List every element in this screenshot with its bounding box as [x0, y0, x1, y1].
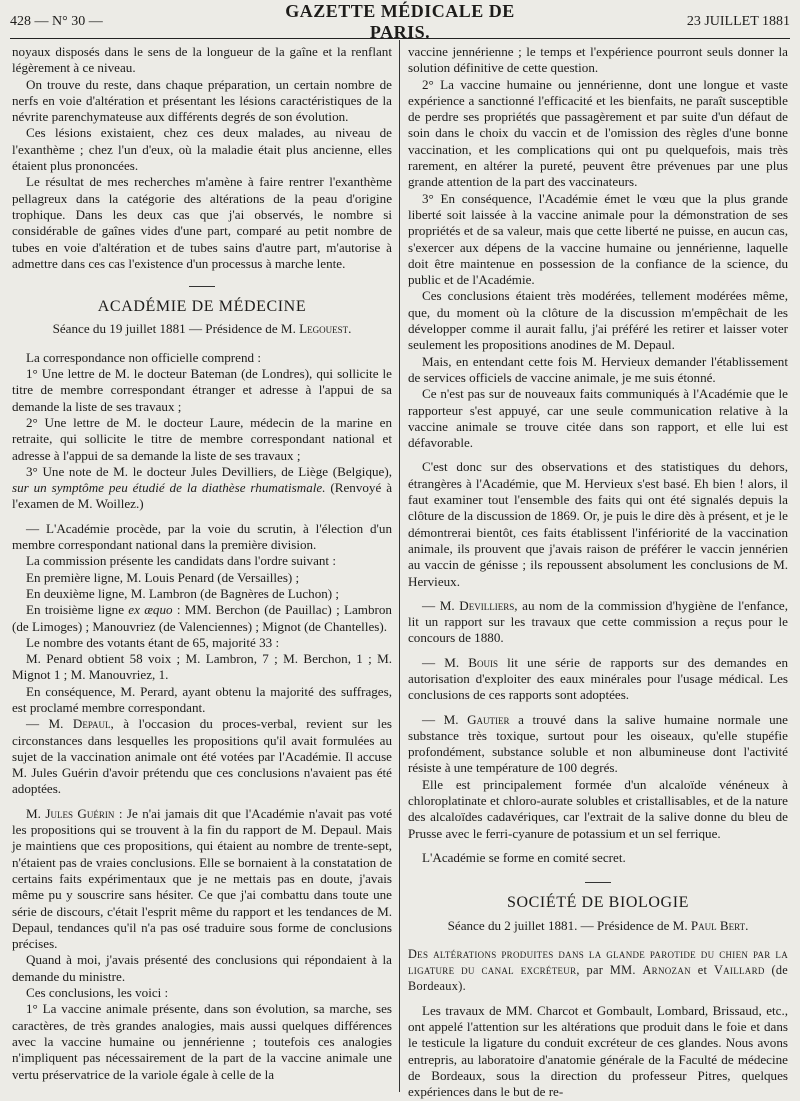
article-title: Des altérations produites dans la glande parotide du chien par la ligature du canal excréteur, par MM. Arnozan et Vaillard (de Bordeaux). — [408, 946, 789, 994]
paragraph: 3° En conséquence, l'Académie émet le vœu que la plus grande liberté soit laissée à la vaccine animale pour la démonstration de ses propriétés et de sa valeur, mais que cette liberté ne puisse, en aucun cas, s'exercer aux dépens de la vaccine humaine ou jennérienne, laquelle doit être maintenue en possession de la confiance de la science, du public et de l'Académie. — [408, 190, 788, 288]
paragraph: Elle est principalement formée d'un alcaloïde vénéneux à chloroplatinate et chloro-aurate solubles et cristallisables, et de la nature des alcaloïdes cadavériques, car l'extrait de la salive donne du bleu de Prusse avec le ferri-cyanure de potassium et un sel ferrique. — [408, 776, 788, 841]
section-title-biologie: SOCIÉTÉ DE BIOLOGIE — [506, 894, 690, 912]
journal-title: GAZETTE MÉDICALE DE PARIS. — [285, 1, 515, 42]
spacer — [408, 590, 788, 598]
paragraph: vaccine jennérienne ; le temps et l'expérience pourront seuls donner la solution définitive de cette question. — [408, 44, 788, 76]
paragraph: 2° La vaccine humaine ou jennérienne, dont une longue et vaste expérience a sanctionné l'efficacité et les bienfaits, ne paraît susceptible de perdre ses propriétés que passagèrement et par suite d'un défaut de soin dans le choix du vaccin et de l'omission des règles d'une bonne vaccination, et les complications qui ont pu quelquefois, mais très rarement, en altérer la pureté, peuvent être prévenues par une plus grande attention de la part des vaccinateurs. — [408, 76, 788, 190]
paragraph: En conséquence, M. Perard, ayant obtenu la majorité des suffrages, est proclamé membre correspondant. — [12, 683, 392, 715]
paragraph: L'Académie se forme en comité secret. — [422, 849, 626, 865]
spacer — [408, 938, 788, 946]
paragraph: Quand à moi, j'avais présenté des conclusions qui répondaient à la demande du ministre. — [12, 952, 392, 984]
paragraph: Ces conclusions, les voici : — [26, 985, 169, 1001]
paragraph: La correspondance non officielle comprend : — [26, 349, 261, 365]
section-rule — [189, 286, 215, 287]
spacer — [408, 995, 788, 1003]
seance-line: Séance du 19 juillet 1881 — Présidence de M. Legouest. — [52, 321, 352, 337]
page-number: 428 — N° 30 — — [10, 14, 103, 29]
paragraph: Ces conclusions étaient très modérées, tellement modérées même, que, du moment où la clôture de la discussion m'empêchait de les développer comme il aurait fallu, j'ai préféré les retirer et laisser voter seulement les propositions anodines de M. Depaul. — [408, 288, 788, 353]
paragraph: — M. Devilliers, au nom de la commission d'hygiène de l'enfance, lit un rapport sur les travaux que cette commission a reçus pour le concours de 1880. — [408, 597, 788, 646]
right-column — [408, 44, 789, 1100]
paragraph: En deuxième ligne, M. Lambron (de Bagnères de Luchon) ; — [26, 585, 340, 601]
paragraph: Ces lésions existaient, chez ces deux malades, au niveau de l'exanthème ; chez l'un d'eux, où la maladie était plus ancienne, elles étaient plus prononcées. — [12, 125, 392, 174]
paragraph: On trouve du reste, dans chaque préparation, un certain nombre de nerfs en voie d'altération et présentant les lésions caractéristiques de la névrite parenchymateuse aux différents degrés de son évolution. — [12, 76, 392, 125]
paragraph: En troisième ligne ex æquo : MM. Berchon (de Pauillac) ; Lambron (de Limoges) ; Manouvriez (de Valenciennes) ; Mignot (de Chantelles). — [12, 602, 392, 634]
paragraph: 1° La vaccine animale présente, dans son évolution, sa marche, ses caractères, de très grandes analogies, mais aussi quelques différences avec la vaccine humaine ou jennérienne ; toutefois ces analogies n'impliquent pas nécessairement de la part de la vaccine animale une vertu préservatrice de la variole égale à celle de la — [12, 1001, 392, 1082]
issue-date: 23 JUILLET 1881 — [686, 14, 790, 29]
paragraph: — M. Gautier a trouvé dans la salive humaine normale une substance très toxique, surtout pour les oiseaux, qu'elle stupéfie profondément, substance soluble et non albumineuse dont l'activité résiste à une température de 100 degrés. — [408, 711, 788, 776]
paragraph: M. Jules Guérin : Je n'ai jamais dit que l'Académie n'avait pas voté les propositions qui se trouvent à la fin du rapport de M. Depaul. Mais je maintiens que ces propositions, qui étaient au nombre de trente-sept, n'étaient pas de vraies conclusions. Elle se bornaient à la constatation de certains faits expérimentaux que je ne mettais pas en doute, j'avais même pu y souscrire sans hésiter. Ce que j'ai combattu dans toute une série de discours, c'était l'esprit même du rapport et les tendances de M. Depaul, tendances qu'il n'a pas osé traduire sous forme de conclusions précises. — [12, 805, 393, 952]
paragraph: Le nombre des votants étant de 65, majorité 33 : — [26, 634, 280, 650]
paragraph: La commission présente les candidats dans l'ordre suivant : — [26, 553, 336, 569]
spacer — [12, 342, 392, 350]
paragraph: C'est donc sur des observations et des statistiques du dehors, étrangères à l'Académie, que M. Hervieux s'est basé. Eh bien ! alors, il faut examiner tout l'ensemble des faits qui ont été signalés depuis la clôture de la discussion de 1869. Or, je puis le dire dès à présent, et je le démontrerai bientôt, ces faits établissent l'infériorité de la vaccination animale, ils prouvent que j'avais raison de préférer le vaccin jennérien au vaccin de génisse ; ils repoussent absolument les conclusions de M. Hervieux. — [408, 459, 788, 589]
spacer — [408, 451, 788, 459]
left-column — [12, 44, 392, 1090]
section-title-academie: ACADÉMIE DE MÉDECINE — [97, 298, 307, 316]
column-divider — [399, 40, 400, 1092]
spacer — [12, 798, 392, 806]
paragraph: 2° Une lettre de M. le docteur Laure, médecin de la marine en retraite, qui sollicite le titre de membre correspondant national et adresse à l'appui de sa demande la liste de ses travaux ; — [12, 414, 392, 463]
paragraph: Mais, en entendant cette fois M. Hervieux demander l'établissement de services officiels de vaccine animale, je me suis étonné. — [408, 353, 788, 385]
paragraph: 3° Une note de M. le docteur Jules Devilliers, de Liège (Belgique), sur un symptôme peu étudié de la diathèse rhumatismale. (Renvoyé à l'examen de M. Woillez.) — [12, 463, 393, 512]
paragraph: Ce n'est pas sur de nouveaux faits communiqués à l'Académie que le rapporteur s'est appuyé, car une seule communication relative à la vaccine animale se trouve citée dans son rapport, et elle lui est défavorable. — [408, 386, 788, 451]
paragraph: — L'Académie procède, par la voie du scrutin, à l'élection d'un membre correspondant national dans la première division. — [12, 520, 392, 553]
spacer — [408, 704, 788, 712]
paragraph: — M. Bouis lit une série de rapports sur des demandes en autorisation d'exploiter des eaux minérales pour l'usage médical. Les conclusions de ces rapports sont adoptées. — [408, 654, 788, 703]
spacer — [408, 842, 788, 850]
paragraph: M. Penard obtient 58 voix ; M. Lambron, 7 ; M. Berchon, 1 ; M. Mignot 1 ; M. Manouvriez, 1. — [12, 651, 392, 683]
spacer — [408, 647, 788, 655]
section-rule — [585, 882, 611, 883]
paragraph: En première ligne, M. Louis Penard (de Versailles) ; — [26, 569, 300, 585]
seance-line: Séance du 2 juillet 1881. — Présidence de M. Paul Bert. — [447, 917, 749, 933]
paragraph: — M. Depaul, à l'occasion du proces-verbal, revient sur les circonstances dans lesquelles les propositions qu'il avait formulées au sujet de la vaccination animale ont été votées par l'Académie. Il accuse M. Jules Guérin d'avoir prétendu que ces conclusions n'avaient pas été adoptées. — [12, 716, 392, 797]
paragraph: noyaux disposés dans le sens de la longueur de la gaîne et la renflant légèrement à ce niveau. — [12, 44, 392, 76]
paragraph: 1° Une lettre de M. le docteur Bateman (de Londres), qui sollicite le titre de membre correspondant étranger et adresse à l'appui de sa demande la liste de ses travaux ; — [12, 366, 392, 414]
spacer — [12, 513, 392, 521]
page-header — [10, 1, 790, 42]
paragraph: Le résultat de mes recherches m'amène à faire rentrer l'exanthème pellagreux dans la catégorie des altérations de la peau d'origine trophique. Dans les deux cas que j'ai observés, le nombre si considérable de gaînes vides d'une part, comparé au petit nombre de tubes en voie d'altération et de tubes sains d'autre part, m'autorise à admettre dans ces cas l'existence d'un processus à marche lente. — [12, 174, 392, 271]
paragraph: Les travaux de MM. Charcot et Gombault, Lombard, Brissaud, etc., ont appelé l'attention sur les altérations que produit dans le foie et dans le testicule la ligature du conduit excréteur de ces glandes. Nous avons entrepris, au laboratoire d'anatomie générale de la Faculté de médecine de Bordeaux, sous la direction du professeur Pitres, quelques expériences dans le but de re- — [408, 1002, 788, 1100]
